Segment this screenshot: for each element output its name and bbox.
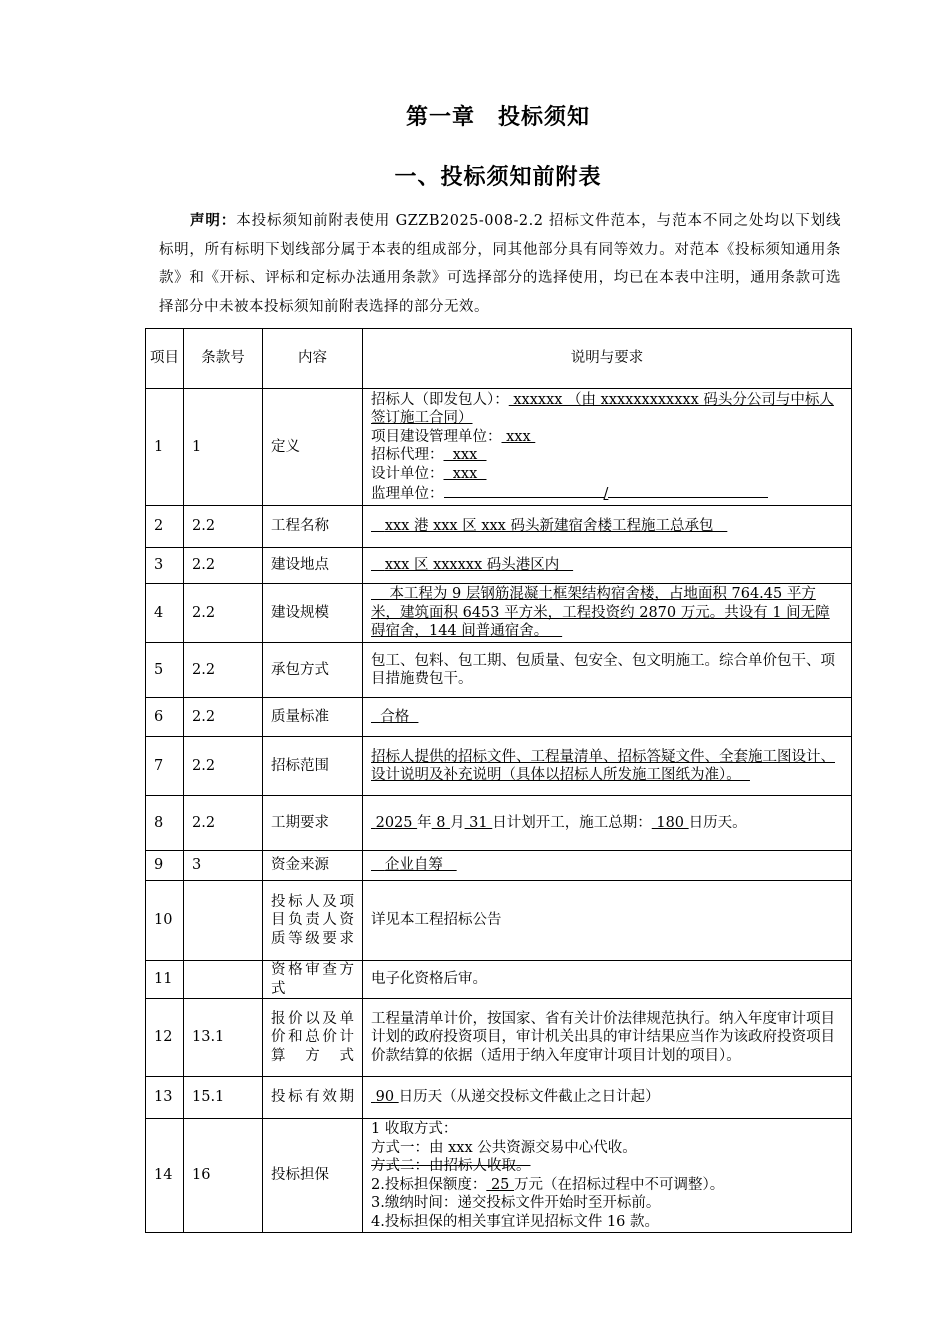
row-content: 报价以及单价和总价计算方式	[263, 999, 363, 1077]
row-content: 招标范围	[263, 737, 363, 796]
table-row	[146, 389, 852, 506]
row-item: 6	[146, 698, 184, 737]
row-content: 工期要求	[263, 796, 363, 851]
row-item: 4	[146, 584, 184, 643]
row-item: 8	[146, 796, 184, 851]
quality-standard: 合格	[371, 708, 419, 725]
start-month: 8	[431, 814, 451, 831]
row-clause	[184, 961, 263, 999]
row-content: 投标担保	[263, 1119, 363, 1233]
agent-label: 招标代理：	[371, 447, 444, 463]
header-clause: 条款号	[184, 329, 263, 389]
row-desc	[363, 584, 852, 643]
row-item: 9	[146, 851, 184, 881]
table-header-row	[146, 329, 852, 389]
guarantee-line: 1 收取方式：	[371, 1121, 458, 1137]
row-clause: 2.2	[184, 643, 263, 698]
row-clause: 2.2	[184, 506, 263, 548]
mgmt-label: 项目建设管理单位：	[371, 428, 502, 445]
row-item: 5	[146, 643, 184, 698]
row-content: 建设地点	[263, 548, 363, 584]
row-desc	[363, 851, 852, 881]
table-row	[146, 584, 852, 643]
table-row	[146, 961, 852, 999]
mgmt-value: xxx	[501, 428, 536, 445]
chapter-title: 第一章 投标须知	[405, 105, 590, 130]
supervision-value: /	[603, 486, 609, 502]
bid-instructions-table	[145, 328, 852, 1233]
row-clause: 3	[184, 851, 263, 881]
table-row	[146, 506, 852, 548]
funding-source: 企业自筹	[371, 857, 457, 874]
guarantee-amount: 25	[486, 1176, 515, 1193]
row-desc: 包工、包料、包工期、包质量、包安全、包文明施工。综合单价包干、项目措施费包干。	[363, 643, 852, 698]
project-name: xxx 港 xxx 区 xxx 码头新建宿舍楼工程施工总承包	[371, 518, 728, 535]
construction-scale: 本工程为 9 层钢筋混凝土框架结构宿舍楼，占地面积 764.45 平方米，建筑面积 6453 平方米，工程投资约 2870 万元。共设有 1 间无障碍宿舍，144 间普通宿舍。	[371, 586, 830, 640]
row-content: 资格审查方式	[263, 961, 363, 999]
statement-text: 本投标须知前附表使用 GZZB2025-008-2.2 招标文件范本，与范本不同之处均以下划线标明，所有标明下划线部分属于本表的组成部分，同其他部分具有同等效力。对范本《投标须知通用条款》和《开标、评标和定标办法通用条款》可选择部分的选择使用，均已在本表中注明，通用条款可选择部分中未被本投标须知前附表选择的部分无效。	[159, 213, 842, 315]
row-desc	[363, 506, 852, 548]
row-item: 7	[146, 737, 184, 796]
row-desc: 详见本工程招标公告	[363, 881, 852, 961]
row-content: 工程名称	[263, 506, 363, 548]
validity-rest: 日历天（从递交投标文件截止之日计起）	[398, 1089, 660, 1106]
table-row	[146, 737, 852, 796]
row-item: 13	[146, 1077, 184, 1119]
row-clause: 1	[184, 389, 263, 506]
table-row	[146, 698, 852, 737]
guarantee-line-struck: 方式二：由招标人收取。	[371, 1158, 531, 1174]
table-row	[146, 548, 852, 584]
row-desc: 工程量清单计价，按国家、省有关计价法律规范执行。纳入年度审计项目计划的政府投资项目，审计机关出具的审计结果应当作为该政府投资项目价款结算的依据（适用于纳入年度审计项目计划的项目）。	[363, 999, 852, 1077]
row-clause: 2.2	[184, 584, 263, 643]
guarantee-line: 方式一：由 xxx 公共资源交易中心代收。	[371, 1139, 637, 1156]
row-clause: 2.2	[184, 796, 263, 851]
row-desc: 电子化资格后审。	[363, 961, 852, 999]
guarantee-line: 3.缴纳时间：递交投标文件开始时至开标前。	[371, 1195, 661, 1211]
duration-label: 日计划开工，施工总期：	[492, 814, 652, 831]
row-item: 12	[146, 999, 184, 1077]
row-clause	[184, 881, 263, 961]
row-item: 10	[146, 881, 184, 961]
row-clause: 2.2	[184, 737, 263, 796]
row-clause: 16	[184, 1119, 263, 1233]
table-row	[146, 796, 852, 851]
statement-paragraph	[159, 207, 841, 321]
start-year: 2025	[371, 814, 418, 831]
table-row	[146, 999, 852, 1077]
statement-label: 声明：	[190, 212, 237, 229]
design-label: 设计单位：	[371, 465, 444, 482]
row-clause: 2.2	[184, 548, 263, 584]
row-clause: 13.1	[184, 999, 263, 1077]
row-desc	[363, 389, 852, 506]
tenderer-label: 招标人（即发包人）：	[371, 391, 509, 408]
table-row	[146, 1077, 852, 1119]
duration-unit: 日历天。	[688, 814, 747, 831]
row-content: 定义	[263, 389, 363, 506]
row-content: 质量标准	[263, 698, 363, 737]
agent-value: xxx	[443, 447, 487, 463]
design-value: xxx	[443, 465, 487, 482]
validity-days: 90	[371, 1089, 399, 1106]
row-content: 承包方式	[263, 643, 363, 698]
row-content: 投标人及项目负责人资质等级要求	[263, 881, 363, 961]
tenderer-value: xxxxxx （由 xxxxxxxxxxxx 码头分公司与中标人签订施工合同）	[371, 391, 834, 426]
header-desc: 说明与要求	[363, 329, 852, 389]
table-row	[146, 881, 852, 961]
guarantee-line: 4.投标担保的相关事宜详见招标文件 16 款。	[371, 1213, 660, 1230]
row-desc	[363, 796, 852, 851]
table-row	[146, 851, 852, 881]
section-title: 一、投标须知前附表	[394, 165, 602, 190]
table-row	[146, 1119, 852, 1233]
row-desc	[363, 737, 852, 796]
row-content: 建设规模	[263, 584, 363, 643]
start-day: 31	[464, 814, 493, 831]
row-content: 资金来源	[263, 851, 363, 881]
guarantee-amount-label: 2.投标担保额度：	[371, 1176, 487, 1193]
row-item: 1	[146, 389, 184, 506]
row-clause: 2.2	[184, 698, 263, 737]
row-item: 2	[146, 506, 184, 548]
supervision-label: 监理单位：	[371, 486, 444, 502]
row-desc	[363, 1119, 852, 1233]
row-item: 14	[146, 1119, 184, 1233]
month-unit: 月	[450, 814, 465, 831]
tender-scope: 招标人提供的招标文件、工程量清单、招标答疑文件、全套施工图设计、设计说明及补充说明（具体以招标人所发施工图纸为准）。	[371, 748, 835, 783]
guarantee-amount-unit: 万元（在招标过程中不可调整）。	[514, 1176, 725, 1193]
header-content: 内容	[263, 329, 363, 389]
row-desc	[363, 698, 852, 737]
row-item: 11	[146, 961, 184, 999]
table-row	[146, 643, 852, 698]
header-item: 项目	[146, 329, 184, 389]
construction-site: xxx 区 xxxxxx 码头港区内	[371, 557, 574, 574]
row-desc	[363, 548, 852, 584]
row-clause: 15.1	[184, 1077, 263, 1119]
row-desc	[363, 1077, 852, 1119]
row-item: 3	[146, 548, 184, 584]
row-content: 投标有效期	[263, 1077, 363, 1119]
year-unit: 年	[417, 814, 432, 831]
duration-days: 180	[651, 814, 689, 831]
